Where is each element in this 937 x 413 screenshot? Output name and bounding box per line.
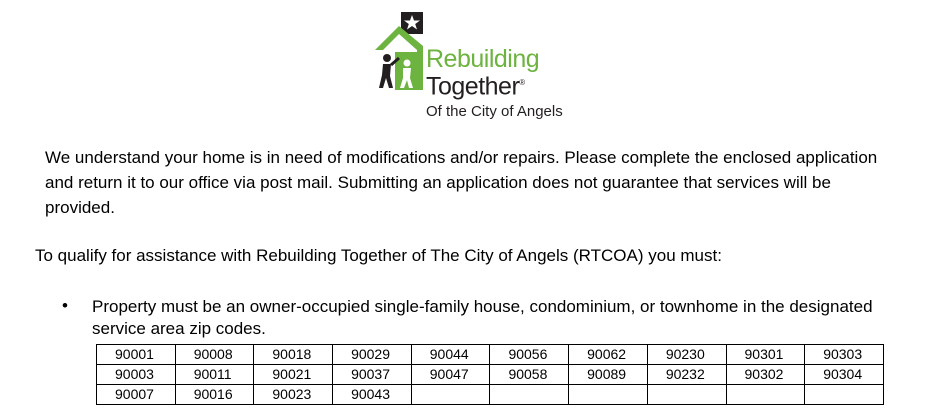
zip-code-cell — [726, 385, 805, 405]
zip-code-cell: 90011 — [175, 365, 254, 385]
zip-code-cell: 90044 — [411, 345, 490, 365]
zip-code-cell: 90062 — [569, 345, 648, 365]
zip-code-cell: 90058 — [490, 365, 569, 385]
zip-code-cell: 90043 — [333, 385, 412, 405]
zip-code-table — [96, 344, 884, 405]
zip-code-cell: 90001 — [97, 345, 176, 365]
zip-code-cell: 90089 — [569, 365, 648, 385]
zip-code-cell: 90029 — [333, 345, 412, 365]
zip-code-cell: 90021 — [254, 365, 333, 385]
zip-code-cell: 90232 — [647, 365, 726, 385]
zip-code-cell: 90303 — [805, 345, 884, 365]
zip-code-cell: 90007 — [97, 385, 176, 405]
zip-code-cell — [647, 385, 726, 405]
zip-code-cell — [490, 385, 569, 405]
zip-code-cell: 90037 — [333, 365, 412, 385]
logo-subtitle: Of the City of Angels — [426, 103, 563, 120]
zip-code-cell — [411, 385, 490, 405]
zip-code-table-body — [97, 345, 884, 405]
zip-table-row — [97, 345, 884, 365]
intro-paragraph: We understand your home is in need of modifications and/or repairs. Please complete the enclosed application and return it to our office via post mail. Submitting an application does not guarantee that services will be provided. — [45, 148, 878, 217]
zip-code-cell: 90016 — [175, 385, 254, 405]
qualify-heading: To qualify for assistance with Rebuilding Together of The City of Angels (RTCOA) you must: — [35, 246, 722, 265]
zip-code-cell: 90023 — [254, 385, 333, 405]
logo-wordmark-together — [426, 69, 525, 100]
zip-table-row — [97, 385, 884, 405]
zip-code-cell: 90008 — [175, 345, 254, 365]
zip-code-cell: 90003 — [97, 365, 176, 385]
zip-code-cell: 90047 — [411, 365, 490, 385]
house-logo-icon — [373, 8, 429, 92]
requirement-item: Property must be an owner-occupied single-family house, condominium, or townhome in the designated service area zip codes. — [92, 297, 873, 338]
logo-wordmark-rebuilding: Rebuilding — [426, 45, 540, 73]
zip-code-cell: 90301 — [726, 345, 805, 365]
zip-code-cell: 90304 — [805, 365, 884, 385]
zip-code-cell — [805, 385, 884, 405]
registered-mark: ® — [519, 78, 525, 87]
zip-code-cell: 90056 — [490, 345, 569, 365]
logo-together-text: Together — [426, 72, 520, 101]
bullet-marker: • — [62, 296, 68, 315]
zip-code-cell — [569, 385, 648, 405]
zip-table-row — [97, 365, 884, 385]
zip-code-cell: 90302 — [726, 365, 805, 385]
rebuilding-together-logo — [373, 8, 583, 120]
zip-code-cell: 90018 — [254, 345, 333, 365]
zip-code-cell: 90230 — [647, 345, 726, 365]
